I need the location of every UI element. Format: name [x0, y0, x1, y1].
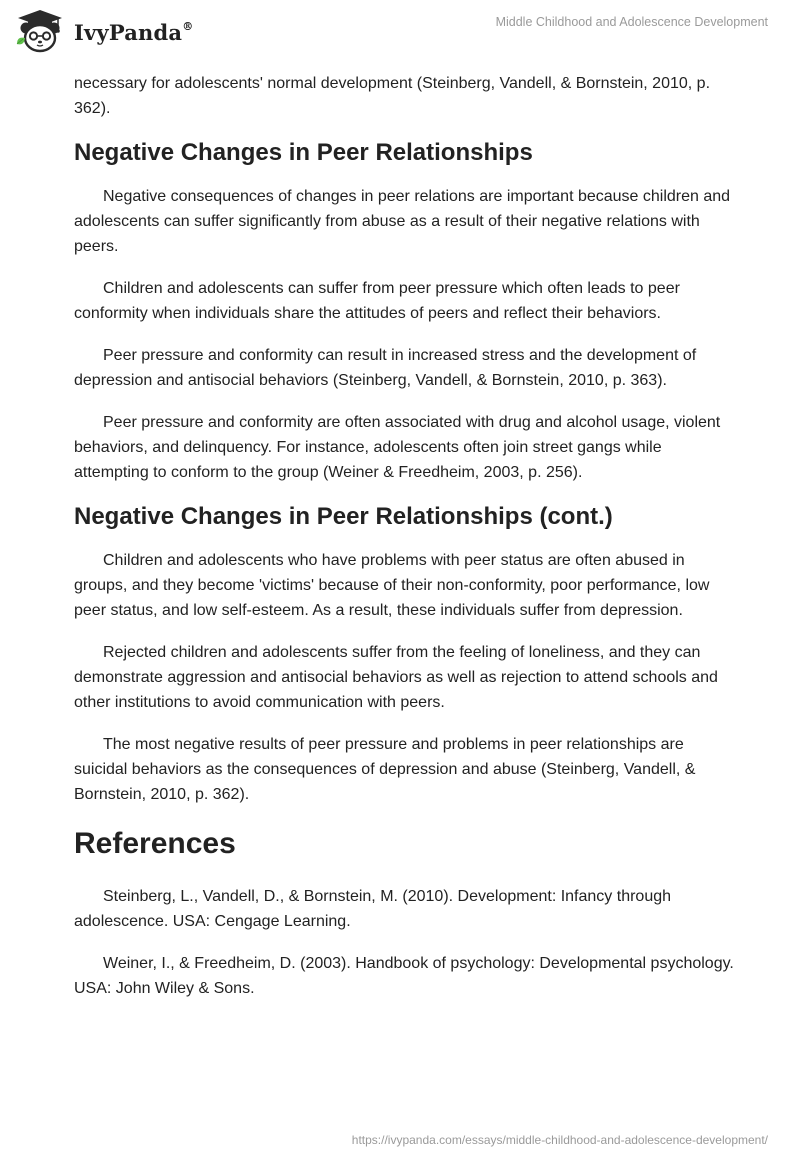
- body-paragraph: The most negative results of peer pressure and problems in peer relationships are suicidal behaviors as the consequences of depression and abuse (Steinberg, Vandell, & Bornstein, 2010, p. 362).: [74, 736, 696, 803]
- panda-graduate-icon: [14, 8, 66, 54]
- body-paragraph: Peer pressure and conformity are often associated with drug and alcohol usage, violent behaviors, and delinquency. For instance, adolescents often join street gangs while attempting to conform to the group (Weiner & Freedheim, 2003, p. 256).: [74, 414, 721, 481]
- reference-item: Weiner, I., & Freedheim, D. (2003). Handbook of psychology: Developmental psychology. USA: John Wiley & Sons.: [74, 955, 734, 997]
- section-heading: Negative Changes in Peer Relationships (cont.): [74, 503, 613, 530]
- reference-item: Steinberg, L., Vandell, D., & Bornstein, M. (2010). Development: Infancy through adolescence. USA: Cengage Learning.: [74, 888, 672, 930]
- body-paragraph: Rejected children and adolescents suffer from the feeling of loneliness, and they can demonstrate aggression and antisocial behaviors as well as rejection to attend schools and other institutions to avoid communication with peers.: [74, 644, 718, 711]
- body-paragraph: Children and adolescents who have problems with peer status are often abused in groups, and they become 'victims' because of their non-conformity, poor performance, low peer status, and low self-esteem. As a result, these individuals suffer from depression.: [74, 552, 710, 619]
- document-title: Middle Childhood and Adolescence Development: [495, 15, 768, 29]
- brand-name: [74, 20, 193, 45]
- source-url-link[interactable]: https://ivypanda.com/essays/middle-childhood-and-adolescence-development/: [351, 1133, 768, 1147]
- references-heading: References: [74, 827, 236, 860]
- body-paragraph: Negative consequences of changes in peer relations are important because children and adolescents can suffer significantly from abuse as a result of their negative relations with peers.: [74, 188, 731, 255]
- intro-continuation: necessary for adolescents' normal development (Steinberg, Vandell, & Bornstein, 2010, p. 362).: [74, 75, 711, 117]
- ivypanda-logo[interactable]: [14, 8, 193, 54]
- essay-body: [74, 71, 734, 1018]
- page-header: [0, 0, 800, 66]
- body-paragraph: Peer pressure and conformity can result in increased stress and the development of depression and antisocial behaviors (Steinberg, Vandell, & Bornstein, 2010, p. 363).: [74, 347, 697, 389]
- brand-text: IvyPanda: [74, 19, 183, 45]
- section-heading: Negative Changes in Peer Relationships: [74, 139, 533, 166]
- body-paragraph: Children and adolescents can suffer from peer pressure which often leads to peer conformity when individuals share the attitudes of peers and reflect their behaviors.: [74, 280, 680, 322]
- registered-mark: ®: [182, 19, 194, 33]
